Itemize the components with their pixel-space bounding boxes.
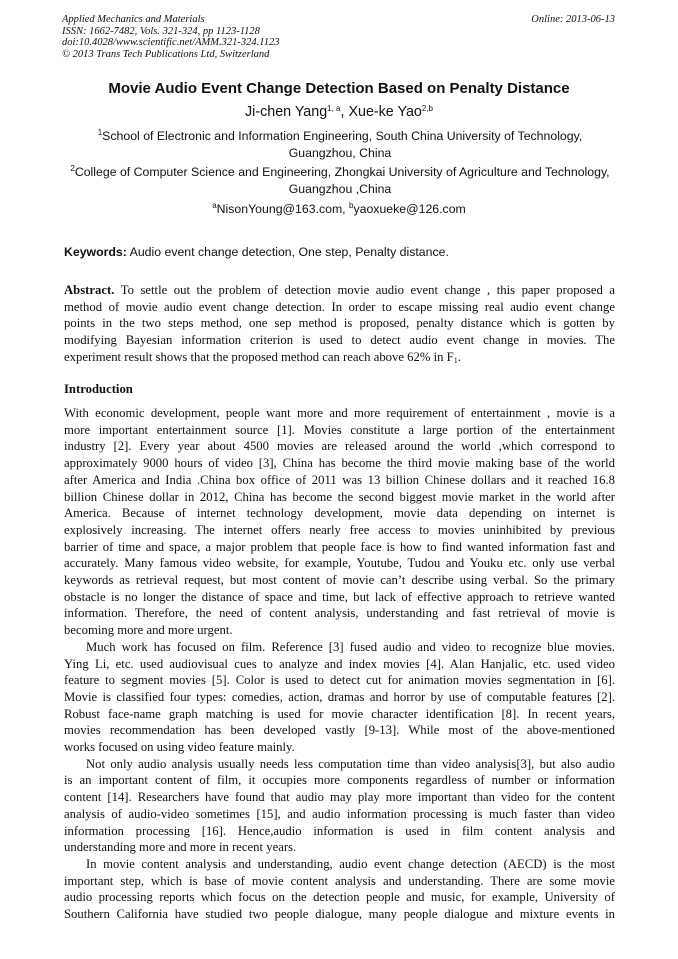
email-mark: a [212, 201, 217, 210]
body-line: keywords as retrieval request, but most content of movie can’t describe using verbal. So the primary [64, 573, 615, 588]
abstract-text: . [457, 349, 461, 364]
journal-header [62, 14, 617, 60]
abstract-text: experiment result shows that the proposed method can reach above 62% in F [64, 349, 454, 364]
body-line: billion Chinese dollar in 2012, China has become the second biggest movie market in the world after [64, 489, 615, 504]
journal-name: Applied Mechanics and Materials [62, 14, 205, 25]
email-address[interactable]: yaoxueke@126.com [353, 202, 466, 216]
keywords-text: Audio event change detection, One step, Penalty distance. [126, 245, 449, 259]
issn-line: ISSN: 1662-7482, Vols. 321-324, pp 1123-1128 [62, 25, 260, 37]
body-line: Robust face-name graph matching is used for movie character identification [8]. In recent years, [64, 706, 615, 721]
body-line: analysis of audio-video sometimes [15], and audio information processing is much faster than video [64, 806, 615, 821]
body-line: Movie is classified four types: comedies, action, dramas and horror by use of computable features [2]. [64, 689, 615, 704]
body-line: With economic development, people want more and more requirement of entertainment , movie is a [64, 406, 615, 420]
keywords-label: Keywords: [64, 245, 127, 259]
abstract-label: Abstract. [64, 283, 115, 297]
body-line: accurately. Many famous video website, for example, Youtube, Tudou and Youku etc. only use verbal [64, 556, 615, 571]
body-line: after America and India .China box office of 2011 was 13 billion Chinese dollars and it reached 16.8 [64, 472, 615, 487]
body-line: audio processing reports which focus on the detection people and music, for example, University of [64, 890, 615, 905]
body-line: movies recommendation has been developed vastly [9-13]. While most of the above-mentioned [64, 723, 615, 738]
affiliation-2 [64, 164, 616, 198]
copyright-line: © 2013 Trans Tech Publications Ltd, Switzerland [62, 48, 270, 60]
affiliation-1 [64, 128, 616, 162]
body-line: approximately 9000 hours of video [3], China has become the third movie making base of the world [64, 456, 615, 471]
body-line: works focused on using video feature mainly. [64, 740, 295, 755]
email-address[interactable]: NisonYoung@163.com, [216, 202, 350, 216]
body-line: is an important content of film, it occupies more components regardless of number or information [64, 773, 615, 788]
body-line: obstacle is no longer the distance of space and time, but lack of effective approach to retrieve wanted [64, 589, 615, 604]
body-line: content [14]. Researchers have found that audio may play more important than video for the content [64, 790, 615, 805]
affiliation-mark: 2 [70, 164, 75, 173]
body-line: feature to segment movies [5]. Color is used to detect cut for animation movies segmentation in [6]. [64, 673, 615, 688]
body-line: In movie content analysis and understanding, audio event change detection (AECD) is the most [86, 856, 615, 871]
body-line: important step, which is base of movie content analysis and understanding. There are some movie [64, 873, 615, 888]
keywords [64, 245, 619, 259]
email-mark: b [349, 201, 354, 210]
abstract [64, 282, 615, 366]
email-line [0, 202, 678, 216]
affiliation-city: Guangzhou ,China [288, 182, 392, 196]
body-line: America. Because of internet technology development, movie data depending on internet is [64, 506, 615, 521]
abstract-text: To settle out the problem of detection movie audio event change , this paper proposed a [114, 283, 615, 297]
introduction-body [64, 405, 615, 923]
body-line: Ying Li, etc. used audiovisual cues to analyze and index movies [4]. Alan Hanjalic, etc. used video [64, 656, 615, 671]
body-line: understanding more and more in recent years. [64, 840, 297, 855]
f1-subscript: 1 [453, 355, 458, 365]
author-affiliation-mark: 2,b [421, 104, 433, 113]
abstract-line [64, 349, 615, 366]
author-separator: , [340, 104, 349, 120]
body-line: becoming more and more urgent. [64, 623, 233, 638]
body-line: explosively increasing. The internet offers nearly free access to movies uninhibited by previous [64, 522, 615, 537]
body-line: Southern California have studied two people dialogue, many people dialogue and mixture events in [64, 907, 615, 922]
affiliation-mark: 1 [97, 128, 103, 137]
online-date: Online: 2013-06-13 [531, 14, 615, 25]
author-affiliation-mark: 1, a [327, 104, 341, 113]
section-heading-introduction: Introduction [64, 382, 133, 396]
paper-title: Movie Audio Event Change Detection Based on Penalty Distance [108, 80, 570, 97]
abstract-line [64, 282, 615, 299]
body-line: barrier of time and space, a major problem that people face is how to find wanted information fast and [64, 539, 615, 554]
abstract-line: modifying Bayesian information criterion is used to detect audio event change in movies. The [64, 333, 615, 348]
author-line [0, 104, 678, 120]
abstract-line: points in the two steps method, one sep method is proposed, penalty distance which is gotten by [64, 316, 615, 331]
doi-line[interactable]: doi:10.4028/www.scientific.net/AMM.321-324.1123 [62, 37, 280, 48]
body-line: information processing [16]. Hence,audio information is used in film content analysis and [64, 823, 615, 838]
body-line: industry [2]. Every year about 4500 movies are released around the world ,which correspond to [64, 439, 615, 454]
body-line: more important entertainment source [1]. Movies constitute a large portion of the entertainment [64, 422, 615, 437]
affiliation-city: Guangzhou, China [288, 146, 392, 160]
author-name: Ji-chen Yang [245, 104, 328, 120]
body-line: Not only audio analysis usually needs less computation time than video analysis[3], but also audio [86, 756, 615, 771]
abstract-line: method of movie audio event change detection. In order to escape missing real audio event change [64, 299, 615, 314]
body-line: Much work has focused on film. Reference [3] fused audio and video to recognize blue movies. [86, 639, 615, 654]
affiliation-text: College of Computer Science and Engineering, Zhongkai University of Agriculture and Technology, [74, 165, 610, 179]
author-name: Xue-ke Yao [348, 104, 422, 120]
affiliation-text: School of Electronic and Information Engineering, South China University of Technology, [102, 129, 583, 143]
body-line: information. Therefore, the need of content analysis, understanding and fast retrieval of movie is [64, 606, 615, 621]
